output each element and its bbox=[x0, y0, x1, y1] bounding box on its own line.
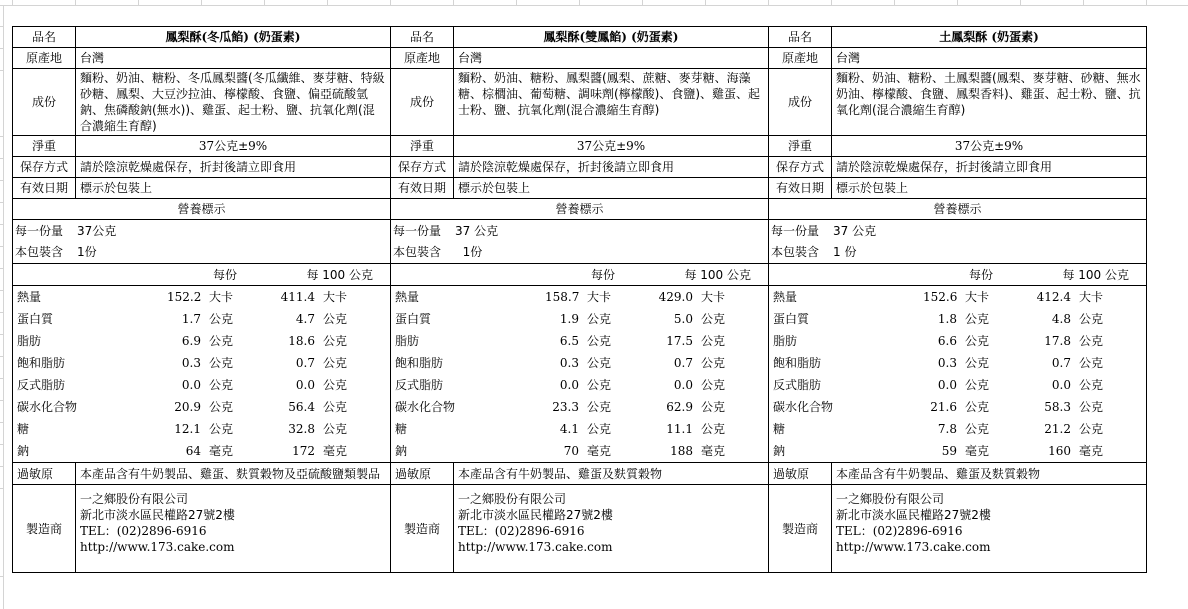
per-100g-value: 62.9 bbox=[666, 400, 693, 414]
nutrient-row bbox=[13, 440, 390, 462]
label-servings-per-pack: 本包裝含 bbox=[393, 245, 442, 259]
nutrient-row bbox=[13, 330, 390, 352]
per-serving-value: 0.0 bbox=[559, 378, 579, 392]
manufacturer-tel: TEL：(02)2896-6916 bbox=[458, 524, 585, 538]
nutrient-name: 反式脂肪 bbox=[773, 378, 822, 392]
label-origin: 原產地 bbox=[13, 48, 76, 69]
nutrient-row bbox=[769, 352, 1146, 374]
per-serving-unit: 公克 bbox=[587, 400, 612, 414]
manufacturer-address: 新北市淡水區民權路27號2樓 bbox=[836, 508, 991, 522]
per-serving-unit: 公克 bbox=[965, 400, 990, 414]
per-serving-unit: 毫克 bbox=[209, 444, 234, 458]
nutrient-row bbox=[391, 396, 768, 418]
per-100g-value: 56.4 bbox=[288, 400, 315, 414]
per-serving-value: 64 bbox=[185, 444, 201, 458]
origin-value: 台灣 bbox=[76, 48, 391, 69]
per-100g-unit: 公克 bbox=[701, 400, 726, 414]
per-serving-value: 59 bbox=[941, 444, 957, 458]
net-weight-value: 37公克±9% bbox=[832, 136, 1147, 157]
per-100g-value: 0.0 bbox=[295, 378, 315, 392]
per-serving-unit: 公克 bbox=[587, 422, 612, 436]
per-100g-value: 411.4 bbox=[280, 290, 315, 304]
nutrient-name: 碳水化合物 bbox=[17, 400, 78, 414]
nutrient-row bbox=[769, 418, 1146, 440]
per-serving-value: 152.2 bbox=[167, 290, 202, 304]
per-serving-value: 6.5 bbox=[559, 334, 579, 348]
nutrient-name: 糖 bbox=[17, 422, 30, 436]
nutrition-header bbox=[13, 264, 391, 286]
serving-info bbox=[391, 220, 769, 264]
per-100g-value: 32.8 bbox=[288, 422, 315, 436]
per-100g-unit: 公克 bbox=[323, 422, 348, 436]
ingredients-value: 麵粉、奶油、糖粉、冬瓜鳳梨醬(冬瓜纖維、麥芽糖、特級砂糖、鳳梨、大豆沙拉油、檸檬酸、食鹽、偏亞硫酸氫鈉、焦磷酸鈉(無水))、雞蛋、起士粉、鹽、抗氧化劑(混合濃縮生育醇) bbox=[76, 69, 391, 136]
per-100g-unit: 公克 bbox=[323, 334, 348, 348]
nutrition-table bbox=[391, 286, 769, 463]
nutrient-row bbox=[391, 330, 768, 352]
per-serving-value: 152.6 bbox=[923, 290, 958, 304]
per-serving-unit: 公克 bbox=[209, 334, 234, 348]
ingredients-value: 麵粉、奶油、糖粉、鳳梨醬(鳳梨、蔗糖、麥芽糖、海藻糖、棕櫚油、葡萄糖、調味劑(檸檬酸)、食鹽)、雞蛋、起士粉、鹽、抗氧化劑(混合濃縮生育醇) bbox=[454, 69, 769, 136]
nutrient-row bbox=[391, 374, 768, 396]
per-100g-unit: 公克 bbox=[1079, 312, 1104, 326]
servings-per-pack-value: 1 份 bbox=[833, 245, 857, 259]
per-serving-unit: 公克 bbox=[965, 312, 990, 326]
nutrient-row bbox=[769, 308, 1146, 330]
nutrient-row bbox=[769, 374, 1146, 396]
per-100g-value: 17.5 bbox=[666, 334, 693, 348]
servings-per-pack-value: 1份 bbox=[455, 245, 483, 259]
expiry-value: 標示於包裝上 bbox=[76, 178, 391, 199]
nutrient-name: 飽和脂肪 bbox=[773, 356, 822, 370]
per-100g-unit: 公克 bbox=[323, 400, 348, 414]
label-serving-size: 每一份量 bbox=[15, 224, 64, 238]
per-serving-value: 0.3 bbox=[937, 356, 957, 370]
per-100g-unit: 公克 bbox=[701, 422, 726, 436]
nutrient-row bbox=[391, 352, 768, 374]
nutrient-name: 脂肪 bbox=[395, 334, 420, 348]
per-100g-unit: 公克 bbox=[323, 378, 348, 392]
nutrient-name: 蛋白質 bbox=[395, 312, 432, 326]
nutrient-name: 熱量 bbox=[17, 290, 42, 304]
nutrient-row bbox=[13, 418, 390, 440]
label-allergen: 過敏原 bbox=[769, 463, 832, 485]
spreadsheet-gridlines-left bbox=[0, 5, 4, 609]
per-100g-value: 18.6 bbox=[288, 334, 315, 348]
storage-value: 請於陰涼乾燥處保存，折封後請立即食用 bbox=[454, 157, 769, 178]
product-name: 鳳梨酥(雙鳳餡) (奶蛋素) bbox=[454, 27, 769, 48]
allergen-value: 本產品含有牛奶製品、雞蛋及麩質穀物 bbox=[454, 463, 769, 485]
per-100g-unit: 公克 bbox=[1079, 334, 1104, 348]
nutrition-header bbox=[391, 264, 769, 286]
per-serving-unit: 大卡 bbox=[209, 290, 234, 304]
label-servings-per-pack: 本包裝含 bbox=[15, 245, 64, 259]
header-per-100g: 每 100 公克 bbox=[684, 267, 751, 282]
nutrient-row bbox=[391, 440, 768, 462]
nutrient-row bbox=[391, 286, 768, 308]
label-net-weight: 淨重 bbox=[769, 136, 832, 157]
per-100g-unit: 毫克 bbox=[701, 444, 726, 458]
per-100g-unit: 公克 bbox=[1079, 356, 1104, 370]
per-100g-value: 11.1 bbox=[666, 422, 693, 436]
label-expiry: 有效日期 bbox=[769, 178, 832, 199]
per-serving-value: 23.3 bbox=[552, 400, 579, 414]
per-serving-value: 1.9 bbox=[559, 312, 579, 326]
per-100g-value: 0.7 bbox=[673, 356, 693, 370]
per-100g-value: 21.2 bbox=[1044, 422, 1071, 436]
per-100g-unit: 公克 bbox=[323, 312, 348, 326]
allergen-value: 本產品含有牛奶製品、雞蛋、麩質穀物及亞硫酸鹽類製品 bbox=[76, 463, 391, 485]
ingredients-value: 麵粉、奶油、糖粉、土鳳梨醬(鳳梨、麥芽糖、砂糖、無水奶油、檸檬酸、食鹽、鳳梨香料)、雞蛋、起士粉、鹽、抗氧化劑(混合濃縮生育醇) bbox=[832, 69, 1147, 136]
net-weight-value: 37公克±9% bbox=[76, 136, 391, 157]
label-expiry: 有效日期 bbox=[391, 178, 454, 199]
nutrition-header bbox=[769, 264, 1147, 286]
per-100g-unit: 公克 bbox=[1079, 422, 1104, 436]
nutrient-row bbox=[769, 440, 1146, 462]
per-serving-value: 4.1 bbox=[559, 422, 579, 436]
per-100g-value: 0.7 bbox=[1051, 356, 1071, 370]
per-serving-unit: 公克 bbox=[587, 312, 612, 326]
product-panel bbox=[12, 26, 391, 573]
product-name: 土鳳梨酥 (奶蛋素) bbox=[832, 27, 1147, 48]
per-serving-value: 6.9 bbox=[181, 334, 201, 348]
nutrient-name: 脂肪 bbox=[773, 334, 798, 348]
label-manufacturer: 製造商 bbox=[13, 485, 76, 573]
serving-info bbox=[13, 220, 391, 264]
per-serving-value: 20.9 bbox=[174, 400, 201, 414]
spreadsheet-gridlines-top bbox=[0, 0, 1188, 6]
per-100g-unit: 公克 bbox=[701, 312, 726, 326]
per-100g-value: 412.4 bbox=[1036, 290, 1071, 304]
servings-per-pack-value: 1份 bbox=[77, 245, 97, 259]
label-manufacturer: 製造商 bbox=[769, 485, 832, 573]
manufacturer-website: http://www.173.cake.com bbox=[80, 540, 235, 554]
nutrient-name: 反式脂肪 bbox=[17, 378, 66, 392]
nutrient-name: 熱量 bbox=[395, 290, 420, 304]
per-100g-value: 17.8 bbox=[1044, 334, 1071, 348]
nutrient-name: 糖 bbox=[395, 422, 408, 436]
label-ingredients: 成份 bbox=[13, 69, 76, 136]
manufacturer-address: 新北市淡水區民權路27號2樓 bbox=[80, 508, 235, 522]
per-100g-value: 0.7 bbox=[295, 356, 315, 370]
product-panel bbox=[390, 26, 769, 573]
nutrition-title: 營養標示 bbox=[13, 199, 391, 220]
nutrient-row bbox=[769, 330, 1146, 352]
nutrient-row bbox=[13, 374, 390, 396]
manufacturer-website: http://www.173.cake.com bbox=[458, 540, 613, 554]
label-expiry: 有效日期 bbox=[13, 178, 76, 199]
header-per-100g: 每 100 公克 bbox=[306, 267, 373, 282]
per-100g-unit: 公克 bbox=[1079, 378, 1104, 392]
nutrition-title: 營養標示 bbox=[391, 199, 769, 220]
header-per-100g: 每 100 公克 bbox=[1062, 267, 1129, 282]
nutrient-row bbox=[13, 396, 390, 418]
nutrient-name: 糖 bbox=[773, 422, 786, 436]
net-weight-value: 37公克±9% bbox=[454, 136, 769, 157]
per-serving-unit: 公克 bbox=[587, 378, 612, 392]
per-serving-value: 6.6 bbox=[937, 334, 957, 348]
label-name: 品名 bbox=[769, 27, 832, 48]
label-servings-per-pack: 本包裝含 bbox=[771, 245, 820, 259]
serving-size-value: 37公克 bbox=[77, 224, 117, 238]
per-serving-value: 70 bbox=[563, 444, 579, 458]
per-100g-unit: 大卡 bbox=[323, 290, 348, 304]
nutrient-name: 飽和脂肪 bbox=[395, 356, 444, 370]
serving-info bbox=[769, 220, 1147, 264]
nutrient-name: 蛋白質 bbox=[17, 312, 54, 326]
nutrient-name: 碳水化合物 bbox=[395, 400, 456, 414]
per-100g-value: 58.3 bbox=[1044, 400, 1071, 414]
nutrient-name: 熱量 bbox=[773, 290, 798, 304]
per-serving-unit: 公克 bbox=[965, 422, 990, 436]
per-100g-unit: 公克 bbox=[701, 334, 726, 348]
label-serving-size: 每一份量 bbox=[393, 224, 442, 238]
per-serving-unit: 公克 bbox=[209, 422, 234, 436]
label-name: 品名 bbox=[391, 27, 454, 48]
per-100g-value: 5.0 bbox=[673, 312, 693, 326]
per-serving-value: 0.3 bbox=[181, 356, 201, 370]
manufacturer-info bbox=[454, 485, 769, 573]
per-100g-value: 160 bbox=[1048, 444, 1071, 458]
serving-size-value: 37 公克 bbox=[833, 224, 877, 238]
per-serving-value: 158.7 bbox=[545, 290, 580, 304]
per-100g-value: 0.0 bbox=[673, 378, 693, 392]
per-100g-value: 188 bbox=[670, 444, 693, 458]
per-serving-unit: 公克 bbox=[965, 356, 990, 370]
per-serving-value: 21.6 bbox=[930, 400, 957, 414]
manufacturer-company: 一之鄉股份有限公司 bbox=[836, 492, 945, 506]
per-serving-unit: 大卡 bbox=[587, 290, 612, 304]
per-serving-unit: 公克 bbox=[587, 356, 612, 370]
label-allergen: 過敏原 bbox=[13, 463, 76, 485]
nutrition-table bbox=[13, 286, 391, 463]
label-net-weight: 淨重 bbox=[13, 136, 76, 157]
manufacturer-tel: TEL：(02)2896-6916 bbox=[80, 524, 207, 538]
allergen-value: 本產品含有牛奶製品、雞蛋及麩質穀物 bbox=[832, 463, 1147, 485]
per-serving-unit: 公克 bbox=[209, 312, 234, 326]
nutrient-row bbox=[13, 352, 390, 374]
nutrient-name: 鈉 bbox=[17, 444, 30, 458]
nutrient-name: 脂肪 bbox=[17, 334, 42, 348]
per-serving-value: 0.3 bbox=[559, 356, 579, 370]
nutrient-name: 反式脂肪 bbox=[395, 378, 444, 392]
manufacturer-company: 一之鄉股份有限公司 bbox=[80, 492, 189, 506]
per-100g-value: 4.7 bbox=[295, 312, 315, 326]
storage-value: 請於陰涼乾燥處保存，折封後請立即食用 bbox=[76, 157, 391, 178]
label-allergen: 過敏原 bbox=[391, 463, 454, 485]
nutrient-name: 鈉 bbox=[395, 444, 408, 458]
per-100g-value: 172 bbox=[292, 444, 315, 458]
per-100g-unit: 公克 bbox=[701, 356, 726, 370]
per-serving-unit: 毫克 bbox=[965, 444, 990, 458]
manufacturer-info bbox=[832, 485, 1147, 573]
origin-value: 台灣 bbox=[832, 48, 1147, 69]
nutrient-row bbox=[391, 418, 768, 440]
label-origin: 原產地 bbox=[391, 48, 454, 69]
nutrient-row bbox=[769, 396, 1146, 418]
label-ingredients: 成份 bbox=[391, 69, 454, 136]
per-serving-value: 1.8 bbox=[937, 312, 957, 326]
per-serving-unit: 大卡 bbox=[965, 290, 990, 304]
label-serving-size: 每一份量 bbox=[771, 224, 820, 238]
product-label-sheet bbox=[12, 26, 1147, 573]
per-serving-value: 1.7 bbox=[181, 312, 201, 326]
storage-value: 請於陰涼乾燥處保存，折封後請立即食用 bbox=[832, 157, 1147, 178]
manufacturer-website: http://www.173.cake.com bbox=[836, 540, 991, 554]
per-100g-unit: 毫克 bbox=[1079, 444, 1104, 458]
nutrient-row bbox=[391, 308, 768, 330]
per-serving-value: 0.0 bbox=[937, 378, 957, 392]
label-storage: 保存方式 bbox=[391, 157, 454, 178]
per-serving-value: 12.1 bbox=[174, 422, 201, 436]
per-100g-unit: 公克 bbox=[1079, 400, 1104, 414]
product-panel bbox=[768, 26, 1147, 573]
nutrient-name: 蛋白質 bbox=[773, 312, 810, 326]
nutrient-row bbox=[13, 308, 390, 330]
per-serving-unit: 公克 bbox=[587, 334, 612, 348]
per-100g-unit: 公克 bbox=[323, 356, 348, 370]
nutrient-row bbox=[769, 286, 1146, 308]
header-per-serving: 每份 bbox=[213, 267, 238, 282]
per-serving-unit: 公克 bbox=[209, 378, 234, 392]
label-storage: 保存方式 bbox=[769, 157, 832, 178]
manufacturer-info bbox=[76, 485, 391, 573]
per-100g-value: 429.0 bbox=[658, 290, 693, 304]
per-serving-value: 0.0 bbox=[181, 378, 201, 392]
label-ingredients: 成份 bbox=[769, 69, 832, 136]
expiry-value: 標示於包裝上 bbox=[832, 178, 1147, 199]
nutrient-row bbox=[13, 286, 390, 308]
per-100g-unit: 公克 bbox=[701, 378, 726, 392]
per-serving-unit: 公克 bbox=[965, 334, 990, 348]
manufacturer-company: 一之鄉股份有限公司 bbox=[458, 492, 567, 506]
per-serving-unit: 公克 bbox=[209, 356, 234, 370]
per-100g-value: 4.8 bbox=[1051, 312, 1071, 326]
expiry-value: 標示於包裝上 bbox=[454, 178, 769, 199]
header-per-serving: 每份 bbox=[591, 267, 616, 282]
nutrient-name: 鈉 bbox=[773, 444, 786, 458]
label-manufacturer: 製造商 bbox=[391, 485, 454, 573]
label-storage: 保存方式 bbox=[13, 157, 76, 178]
per-serving-unit: 公克 bbox=[965, 378, 990, 392]
per-100g-unit: 大卡 bbox=[701, 290, 726, 304]
nutrition-title: 營養標示 bbox=[769, 199, 1147, 220]
nutrient-name: 碳水化合物 bbox=[773, 400, 834, 414]
per-100g-unit: 毫克 bbox=[323, 444, 348, 458]
origin-value: 台灣 bbox=[454, 48, 769, 69]
label-net-weight: 淨重 bbox=[391, 136, 454, 157]
nutrient-name: 飽和脂肪 bbox=[17, 356, 66, 370]
header-per-serving: 每份 bbox=[969, 267, 994, 282]
label-name: 品名 bbox=[13, 27, 76, 48]
per-serving-unit: 公克 bbox=[209, 400, 234, 414]
serving-size-value: 37 公克 bbox=[455, 224, 499, 238]
manufacturer-tel: TEL：(02)2896-6916 bbox=[836, 524, 963, 538]
per-100g-value: 0.0 bbox=[1051, 378, 1071, 392]
nutrition-table bbox=[769, 286, 1147, 463]
manufacturer-address: 新北市淡水區民權路27號2樓 bbox=[458, 508, 613, 522]
per-serving-unit: 毫克 bbox=[587, 444, 612, 458]
product-name: 鳳梨酥(冬瓜餡) (奶蛋素) bbox=[76, 27, 391, 48]
label-origin: 原產地 bbox=[769, 48, 832, 69]
per-100g-unit: 大卡 bbox=[1079, 290, 1104, 304]
per-serving-value: 7.8 bbox=[937, 422, 957, 436]
